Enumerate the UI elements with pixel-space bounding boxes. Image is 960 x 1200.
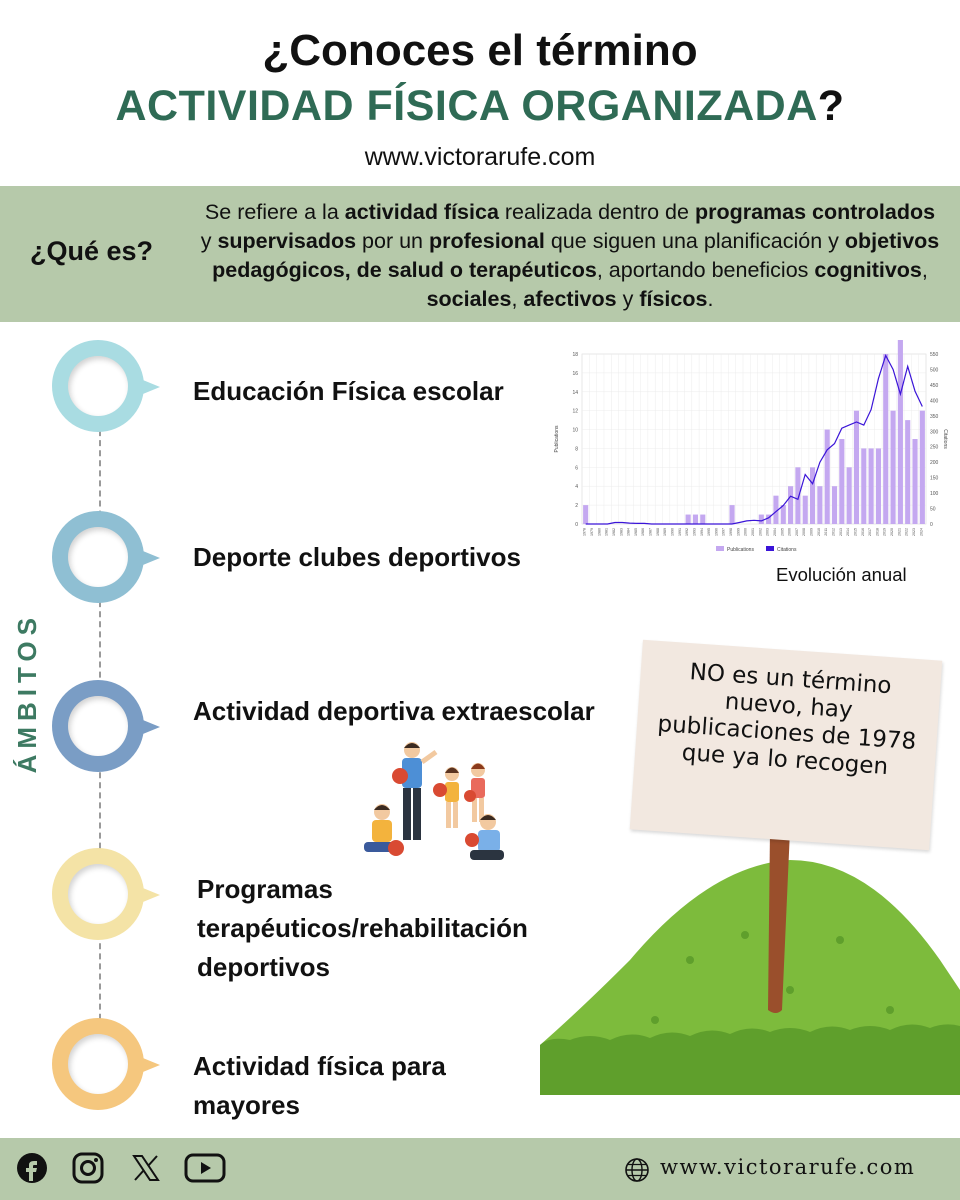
publications-bar xyxy=(869,448,874,524)
publications-bar xyxy=(686,515,691,524)
x-tick-label: 1984 xyxy=(626,528,631,536)
x-tick-label: 1982 xyxy=(611,528,616,536)
ambito-label-5: Actividad física para mayores xyxy=(193,1051,446,1120)
definition-fragment: Se refiere a la xyxy=(204,200,345,224)
x-tick-label: 2002 xyxy=(758,528,763,536)
definition-fragment: y xyxy=(200,229,218,253)
publications-bar xyxy=(861,448,866,524)
definition-keyword: cognitivos xyxy=(814,258,922,282)
definition-keyword: actividad física xyxy=(344,200,499,224)
x-tick-label: 2005 xyxy=(780,528,785,536)
publications-bar xyxy=(920,411,925,524)
timeline-bubble-1 xyxy=(52,340,144,432)
facebook-icon[interactable] xyxy=(16,1152,48,1184)
publications-bar xyxy=(876,448,881,524)
definition-keyword: objetivos pedagógicos, de salud o terapéuticos xyxy=(212,229,940,282)
x-tick-label: 2006 xyxy=(787,528,792,536)
y2-tick-label: 300 xyxy=(930,429,939,436)
y-axis-label: Publications xyxy=(554,425,560,453)
y-tick-label: 2 xyxy=(575,503,578,510)
x-tick-label: 1994 xyxy=(699,528,704,536)
x-tick-label: 1995 xyxy=(707,528,712,536)
sign-post xyxy=(756,830,796,1016)
definition-fragment: , aportando beneficios xyxy=(596,258,815,282)
x-tick-label: 1985 xyxy=(633,528,638,536)
youtube-icon[interactable] xyxy=(184,1152,226,1184)
definition-keyword: profesional xyxy=(428,229,545,253)
chart-caption: Evolución anual xyxy=(776,564,907,585)
x-tick-label: 1987 xyxy=(648,528,653,536)
definition-fragment: , xyxy=(921,258,928,282)
publications-bar xyxy=(803,496,808,524)
sign-board xyxy=(630,640,943,850)
y2-tick-label: 100 xyxy=(930,491,939,498)
publications-bar xyxy=(759,515,764,524)
x-tick-label: 2001 xyxy=(751,528,755,536)
x-tick-label: 1996 xyxy=(714,528,719,536)
globe-icon xyxy=(624,1157,650,1183)
title-question-mark: ? xyxy=(817,82,845,130)
x-tick-label: 2010 xyxy=(816,528,821,536)
grass-hill-illustration xyxy=(540,840,960,1095)
y2-tick-label: 200 xyxy=(930,460,939,467)
y2-tick-label: 150 xyxy=(930,475,939,482)
footer-website-link[interactable]: www.victorarufe.com xyxy=(660,1155,916,1179)
x-tick-label: 1979 xyxy=(589,528,594,536)
timeline-bubble-2 xyxy=(52,511,144,603)
ambitos-vertical-label: ÁMBITOS xyxy=(12,612,42,774)
x-tick-label: 2020 xyxy=(890,528,895,536)
publications-bar xyxy=(854,411,859,524)
title-line-2 xyxy=(0,82,960,131)
x-tick-label: 2017 xyxy=(868,528,873,536)
definition-keyword: programas controlados xyxy=(694,200,936,224)
x-tick-label: 1993 xyxy=(692,528,697,536)
y2-tick-label: 350 xyxy=(930,413,939,420)
x-tick-label: 2000 xyxy=(743,528,748,536)
legend-swatch-publications xyxy=(716,546,724,551)
y2-tick-label: 0 xyxy=(930,522,933,528)
x-tick-label: 2007 xyxy=(794,528,799,536)
ambito-label-1: Educación Física escolar xyxy=(193,376,504,406)
definition-fragment: , xyxy=(511,287,524,311)
x-tick-label: 2013 xyxy=(838,528,843,536)
x-tick-label: 1978 xyxy=(582,528,587,536)
legend-label-citations: Citations xyxy=(777,547,797,553)
publications-bar xyxy=(795,467,800,524)
children-coach-illustration xyxy=(360,740,510,866)
publications-bar xyxy=(693,515,698,524)
x-tick-label: 1992 xyxy=(685,528,690,536)
publications-bar xyxy=(898,340,903,524)
definition-keyword: supervisados xyxy=(217,229,357,253)
y2-tick-label: 450 xyxy=(930,382,939,389)
publications-bar xyxy=(788,486,793,524)
definition-keyword: afectivos xyxy=(523,287,617,311)
definition-fragment: y xyxy=(616,287,640,311)
y2-tick-label: 50 xyxy=(930,506,936,513)
x-tick-label: 2022 xyxy=(904,528,909,536)
x-tick-label: 2024 xyxy=(919,528,924,536)
x-tick-label: 2008 xyxy=(802,528,807,536)
sign-text: NO es un término nuevo, hay publicaciones de 1978 que ya lo recogen xyxy=(656,659,917,781)
definition-fragment: . xyxy=(707,287,714,311)
website-link[interactable]: www.victorarufe.com xyxy=(364,143,596,171)
definition-keyword: sociales xyxy=(426,287,512,311)
x-tick-label: 2018 xyxy=(875,528,880,536)
x-tick-label: 2021 xyxy=(897,528,902,536)
publications-bar xyxy=(832,486,837,524)
x-tick-label: 1991 xyxy=(677,528,682,536)
x-tick-label: 1998 xyxy=(729,528,734,536)
ambito-label-3: Actividad deportiva extraescolar xyxy=(193,696,595,726)
publications-bar xyxy=(781,505,786,524)
timeline-bubble-3 xyxy=(52,680,144,772)
x-tick-label: 2023 xyxy=(912,528,917,536)
legend-swatch-citations xyxy=(766,546,774,551)
y-tick-label: 16 xyxy=(572,370,578,377)
y-tick-label: 0 xyxy=(575,522,578,528)
x-tick-label: 2009 xyxy=(809,528,814,536)
title-line-1: ¿Conoces el término xyxy=(262,26,698,75)
publications-bar xyxy=(847,467,852,524)
y-tick-label: 6 xyxy=(575,465,578,472)
ambito-label-2: Deporte clubes deportivos xyxy=(193,542,521,572)
publications-bar xyxy=(905,420,910,524)
publications-bar xyxy=(891,411,896,524)
y2-tick-label: 550 xyxy=(930,352,939,358)
y2-tick-label: 400 xyxy=(930,398,939,405)
publications-citations-chart xyxy=(548,340,948,560)
y-tick-label: 12 xyxy=(572,408,578,415)
x-tick-label: 1986 xyxy=(641,528,646,536)
definition-label: ¿Qué es? xyxy=(30,236,154,266)
x-tick-label: 1990 xyxy=(670,528,675,536)
x-tick-label: 2015 xyxy=(853,528,858,536)
y-tick-label: 4 xyxy=(575,484,578,491)
chart-plot-area xyxy=(582,354,926,524)
x-tick-label: 1983 xyxy=(619,528,624,536)
x-tick-label: 1981 xyxy=(604,528,609,536)
y-tick-label: 18 xyxy=(572,352,578,358)
x-tick-label: 2011 xyxy=(824,528,829,536)
legend-label-publications: Publications xyxy=(727,547,754,553)
x-tick-label: 1988 xyxy=(655,528,660,536)
x-tick-label: 2014 xyxy=(846,528,851,536)
publications-bar xyxy=(839,439,844,524)
y-tick-label: 8 xyxy=(575,446,578,453)
x-tick-label: 1980 xyxy=(597,528,602,536)
definition-fragment: que siguen una planificación y xyxy=(544,229,845,253)
timeline-bubble-5 xyxy=(52,1018,144,1110)
publications-bar xyxy=(825,430,830,524)
definition-fragment: realizada dentro de xyxy=(498,200,695,224)
publications-bar xyxy=(810,467,815,524)
y2-tick-label: 500 xyxy=(930,367,939,374)
x-tick-label: 2016 xyxy=(860,528,865,536)
y2-axis-label: Citations xyxy=(942,429,948,449)
publications-bar xyxy=(883,354,888,524)
x-tick-label: 2003 xyxy=(765,528,770,536)
x-icon[interactable] xyxy=(130,1152,162,1184)
y-tick-label: 14 xyxy=(572,389,578,396)
x-tick-label: 1997 xyxy=(721,528,726,536)
definition-text xyxy=(200,198,940,314)
x-tick-label: 1999 xyxy=(736,528,741,536)
publications-bar xyxy=(817,486,822,524)
definition-keyword: físicos xyxy=(639,287,708,311)
publications-bar xyxy=(583,505,588,524)
publications-bar xyxy=(912,439,917,524)
publications-bar xyxy=(700,515,705,524)
definition-fragment: por un xyxy=(356,229,429,253)
y2-tick-label: 250 xyxy=(930,444,939,451)
x-tick-label: 2019 xyxy=(882,528,887,536)
x-tick-label: 2004 xyxy=(772,528,777,536)
ambito-label-4: Programas terapéuticos/rehabilitación deportivos xyxy=(197,874,528,982)
x-tick-label: 1989 xyxy=(663,528,668,536)
title-highlight: ACTIVIDAD FÍSICA ORGANIZADA xyxy=(115,82,818,130)
y-tick-label: 10 xyxy=(572,427,578,434)
timeline-bubble-4 xyxy=(52,848,144,940)
publications-bar xyxy=(729,505,734,524)
x-tick-label: 2012 xyxy=(831,528,836,536)
instagram-icon[interactable] xyxy=(72,1152,104,1184)
